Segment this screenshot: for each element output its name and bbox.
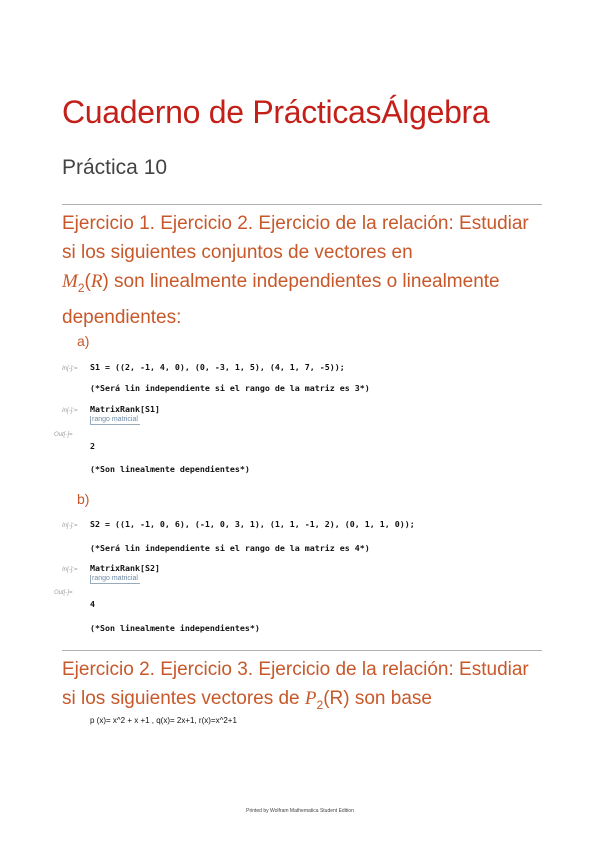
space-subscript: 2 xyxy=(316,697,324,712)
output-value: 2 xyxy=(90,441,95,451)
input-cell-code[interactable]: MatrixRank[S1] xyxy=(90,404,160,414)
space-symbol-P: P xyxy=(304,688,317,709)
input-cell-code[interactable]: S2 = ((1, -1, 0, 6), (-1, 0, 3, 1), (1, 1, -1, 2), (0, 1, 1, 0)); xyxy=(90,519,415,529)
function-hint: rango matricial xyxy=(92,416,138,423)
code-comment: (*Será lin independiente si el rango de la matriz es 4*) xyxy=(90,543,370,553)
section-1-line-2: si los siguientes conjuntos de vectores en xyxy=(62,242,413,263)
input-cell-label: In[-]:= xyxy=(62,408,78,414)
section-2-heading xyxy=(62,655,542,720)
polynomials-text: p (x)= x^2 + x +1 , q(x)= 2x+1, r(x)=x^2+1 xyxy=(90,716,237,725)
output-cell-label: Out[-]= xyxy=(54,432,73,438)
output-cell-label: Out[-]= xyxy=(54,590,73,596)
code-comment: (*Son linealmente independientes*) xyxy=(90,623,260,633)
item-label-a: a) xyxy=(77,333,90,349)
page-subtitle: Práctica 10 xyxy=(62,156,168,179)
input-cell-label: In[-]:= xyxy=(62,523,78,529)
section-1-line-4: dependientes: xyxy=(62,306,182,328)
function-hint: rango matricial xyxy=(92,575,138,582)
input-cell-label: In[-]:= xyxy=(62,366,78,372)
space-subscript: 2 xyxy=(77,280,85,295)
section-2-line-2-post: (R) son base xyxy=(323,688,432,709)
footer-note: Printed by Wolfram Mathematica Student Edition xyxy=(246,808,354,814)
section-1-heading xyxy=(62,209,542,332)
page-title: Cuaderno de PrácticasÁlgebra xyxy=(62,94,490,130)
item-label-b: b) xyxy=(77,491,90,507)
input-cell-label: In[-]:= xyxy=(62,567,78,573)
section-1-line-3-text: son linealmente independientes o linealmente xyxy=(108,271,500,292)
section-divider xyxy=(62,650,542,651)
section-1-line-3: $M_2(R)$ son linealmente independientes o linealmente xyxy=(62,271,500,295)
code-comment: (*Será lin independiente si el rango de la matriz es 3*) xyxy=(90,383,370,393)
section-2-line-2-pre: si los siguientes vectores de xyxy=(62,688,305,709)
input-cell-code[interactable]: S1 = ((2, -1, 4, 0), (0, -3, 1, 5), (4, 1, 7, -5)); xyxy=(90,362,345,372)
input-cell-code[interactable]: MatrixRank[S2] xyxy=(90,563,160,573)
section-2-line-2 xyxy=(62,684,542,720)
space-argument: R xyxy=(90,271,103,292)
section-divider xyxy=(62,204,542,205)
section-1-line-1: Ejercicio 1. Ejercicio 2. Ejercicio de la relación: Estudiar xyxy=(62,213,529,234)
space-symbol-M: M xyxy=(62,271,78,292)
code-comment: (*Son linealmente dependientes*) xyxy=(90,464,250,474)
section-2-line-1: Ejercicio 2. Ejercicio 3. Ejercicio de la relación: Estudiar xyxy=(62,659,529,680)
output-value: 4 xyxy=(90,599,95,609)
